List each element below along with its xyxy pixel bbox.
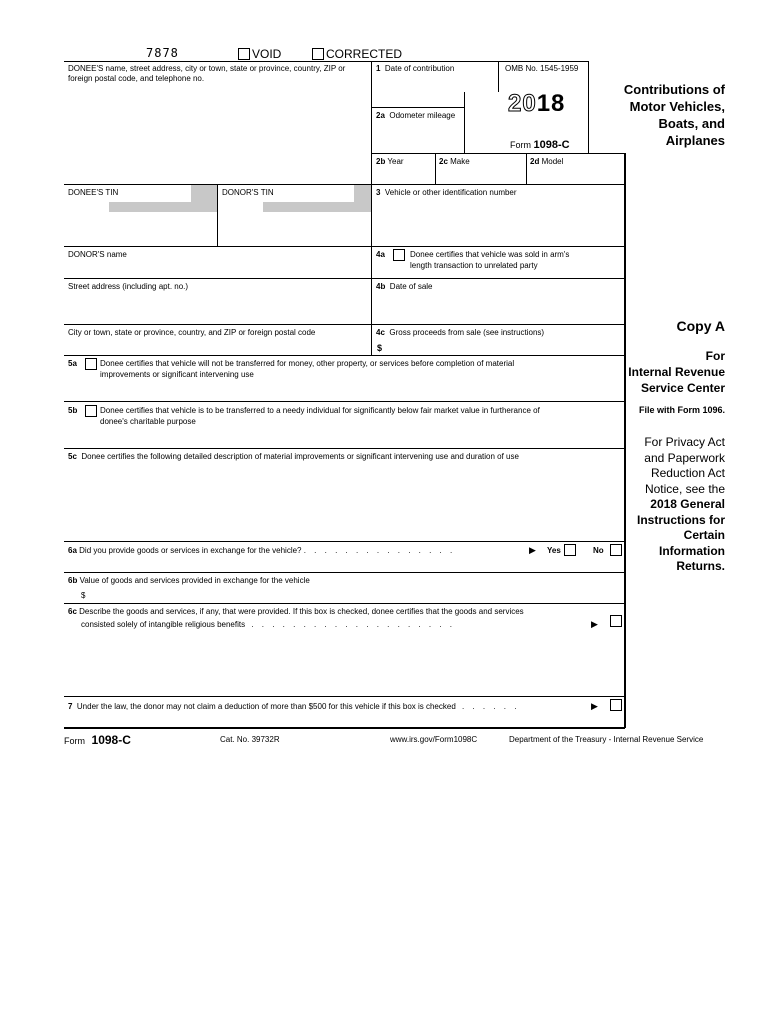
box6a-dots: . . . . . . . . . . . . . . . (303, 546, 456, 555)
divider-tin (217, 184, 218, 246)
box3-number: 3 (376, 188, 381, 197)
donor-tin-field[interactable] (263, 202, 354, 212)
title-line4: Airplanes (665, 133, 725, 148)
donee-tin-shade (191, 185, 217, 212)
box4b-label (376, 282, 433, 292)
box6c-dots: . . . . . . . . . . . . . . . . . . . . (251, 620, 456, 629)
box5b-line1: Donee certifies that vehicle is to be transferred to a needy individual for significantly below fair market value in furtherance of (100, 406, 540, 415)
box2d-text: Model (541, 157, 564, 166)
box5a-line1: Donee certifies that vehicle will not be transferred for money, other property, or services before completion of material (100, 359, 515, 368)
border-9 (64, 448, 625, 449)
box5a-line2: improvements or significant intervening use (100, 370, 254, 379)
odometer-mileage-field[interactable] (372, 122, 463, 152)
box5c-number: 5c (68, 452, 77, 461)
border-1 (371, 107, 464, 108)
top-border (64, 61, 588, 62)
box4a-checkbox[interactable] (393, 249, 405, 261)
box6c-line1: Describe the goods and services, if any, that were provided. If this box is checked, donee certifies that the goods and services (79, 607, 524, 616)
goods-value-field[interactable] (90, 588, 620, 602)
border-7 (64, 355, 625, 356)
city-field[interactable] (65, 339, 370, 354)
box2c-text: Make (450, 157, 470, 166)
donee-tin-label: DONEE'S TIN (68, 188, 119, 197)
box4a-number: 4a (376, 250, 385, 259)
sidebar-irs1: Internal Revenue (628, 365, 725, 379)
box6a-no-label: No (593, 546, 604, 555)
sidebar-p8: Information (659, 544, 725, 558)
box7-checkbox[interactable] (610, 699, 622, 711)
sidebar-p7: Certain (683, 528, 725, 542)
sidebar-p2: and Paperwork (644, 451, 725, 465)
sidebar-p4: Notice, see the (644, 482, 725, 496)
void-label: VOID (252, 47, 282, 61)
street-label: Street address (including apt. no.) (68, 282, 189, 291)
divider-omb-right (588, 61, 589, 153)
goods-description-field[interactable] (65, 632, 622, 695)
border-11 (64, 572, 625, 573)
box1-text: Date of contribution (384, 64, 455, 73)
box3-label (376, 188, 517, 198)
box2b-label (376, 157, 404, 167)
bottom-border (64, 727, 625, 729)
box1-number: 1 (376, 64, 381, 73)
box4c-number: 4c (376, 328, 385, 337)
description-field[interactable] (65, 464, 622, 540)
border-2 (371, 153, 625, 154)
box2c-label (439, 157, 470, 167)
divider-omb (498, 61, 499, 92)
make-field[interactable] (436, 168, 525, 183)
box4a-line2: length transaction to unrelated party (410, 261, 538, 270)
box4b-text: Date of sale (389, 282, 433, 291)
title-line2: Motor Vehicles, (629, 99, 725, 114)
footer-form (64, 733, 131, 747)
box2d-number: 2d (530, 157, 540, 166)
border-4 (64, 246, 625, 247)
box5b-checkbox[interactable] (85, 405, 97, 417)
box4c-label (376, 328, 544, 338)
box2a-text: Odometer mileage (389, 111, 456, 120)
sidebar-p3: Reduction Act (650, 466, 725, 480)
omb-number: OMB No. 1545-1959 (505, 64, 579, 73)
box7-number: 7 (68, 702, 73, 711)
corrected-label: CORRECTED (326, 47, 403, 61)
footer-cat: Cat. No. 39732R (220, 735, 280, 744)
box6c-checkbox[interactable] (610, 615, 622, 627)
box6a-yes-checkbox[interactable] (564, 544, 576, 556)
year-field[interactable] (372, 168, 434, 183)
form-number: 1098-C (533, 139, 570, 151)
box2d-label (530, 157, 563, 167)
box4a-line1: Donee certifies that vehicle was sold in arm's (410, 250, 570, 259)
box6a-no-checkbox[interactable] (610, 544, 622, 556)
gross-proceeds-field[interactable] (386, 339, 622, 354)
street-field[interactable] (65, 294, 370, 323)
box5a-number: 5a (68, 359, 77, 368)
donor-tin-label: DONOR'S TIN (222, 188, 274, 197)
footer-form-number: 1098-C (91, 733, 131, 747)
right-border (624, 153, 626, 728)
footer-form-word: Form (64, 736, 85, 746)
sidebar-irs2: Service Center (640, 381, 725, 395)
donor-name-field[interactable] (65, 261, 370, 277)
void-checkbox[interactable] (238, 48, 250, 60)
box2b-number: 2b (376, 157, 386, 166)
donee-name-label: DONEE'S name, street address, city or town, state or province, country, ZIP or foreign postal code, and telephone no. (68, 64, 346, 83)
sidebar-file: File with Form 1096. (638, 405, 725, 415)
box5a-checkbox[interactable] (85, 358, 97, 370)
corrected-checkbox[interactable] (312, 48, 324, 60)
date-of-sale-field[interactable] (372, 294, 622, 323)
box4b-number: 4b (376, 282, 386, 291)
box4c-text: Gross proceeds from sale (see instructions) (389, 328, 545, 337)
donee-name-field[interactable] (65, 86, 370, 183)
box6c-arrow: ▶ (591, 619, 598, 629)
box5c-label (68, 452, 519, 462)
box1-label (376, 64, 454, 74)
border-5 (64, 278, 625, 279)
box2c-number: 2c (439, 157, 448, 166)
box6b-label (68, 576, 310, 586)
border-3 (64, 184, 625, 185)
box5b-number: 5b (68, 406, 78, 415)
donee-tin-field[interactable] (109, 202, 191, 212)
box6b-dollar: $ (81, 591, 86, 600)
border-12 (64, 603, 625, 604)
date-of-contribution-field[interactable] (372, 76, 497, 106)
box6b-number: 6b (68, 576, 78, 585)
box7-text: Under the law, the donor may not claim a deduction of more than $500 for this vehicle if this box is checked (76, 702, 456, 711)
box6c-number: 6c (68, 607, 77, 616)
donor-name-label: DONOR'S name (68, 250, 127, 259)
box6a-label (68, 546, 455, 556)
sidebar-for: For (705, 349, 725, 363)
model-field[interactable] (527, 168, 623, 183)
footer-dept: Department of the Treasury - Internal Revenue Service (509, 735, 704, 744)
city-label: City or town, state or province, country, and ZIP or foreign postal code (68, 328, 316, 337)
form-title-small (510, 139, 570, 151)
box5c-text: Donee certifies the following detailed description of material improvements or significant intervening use and duration of use (81, 452, 519, 461)
title-line3: Boats, and (658, 116, 725, 131)
donor-tin-shade (354, 185, 371, 212)
form-word: Form (510, 140, 531, 150)
border-8 (64, 401, 625, 402)
box2a-number: 2a (376, 111, 385, 120)
tax-year-bold: 18 (536, 90, 566, 117)
box6c-line2: consisted solely of intangible religious benefits (81, 620, 246, 629)
border-10 (64, 541, 625, 542)
box6a-yes-label: Yes (547, 546, 561, 555)
box6a-number: 6a (68, 546, 77, 555)
vehicle-id-field[interactable] (372, 200, 622, 245)
box7-arrow: ▶ (591, 701, 598, 711)
box7-label (68, 702, 519, 712)
box6c-label-line1 (68, 607, 524, 617)
box6a-text: Did you provide goods or services in exchange for the vehicle? (79, 546, 302, 555)
box3-text: Vehicle or other identification number (384, 188, 517, 197)
box5b-line2: donee's charitable purpose (100, 417, 196, 426)
border-13 (64, 696, 625, 697)
sidebar-p1: For Privacy Act (644, 435, 725, 449)
title-line1: Contributions of (623, 82, 725, 97)
border-6 (64, 324, 625, 325)
box6b-text: Value of goods and services provided in exchange for the vehicle (79, 576, 310, 585)
sidebar-p9: Returns. (676, 559, 725, 573)
box2b-text: Year (387, 157, 404, 166)
box4c-dollar: $ (377, 343, 383, 353)
tax-year (508, 90, 565, 118)
tax-year-outline: 20 (508, 90, 537, 117)
copy-a: Copy A (676, 318, 725, 334)
box6a-arrow: ▶ (529, 545, 536, 555)
form-code: 7878 (146, 46, 179, 60)
sidebar-p5: 2018 General (650, 497, 725, 511)
box6c-label-line2 (81, 620, 455, 630)
footer-url: www.irs.gov/Form1098C (390, 735, 478, 744)
box2a-label (376, 111, 455, 121)
sidebar-p6: Instructions for (636, 513, 725, 527)
box7-dots: . . . . . . (462, 702, 520, 711)
